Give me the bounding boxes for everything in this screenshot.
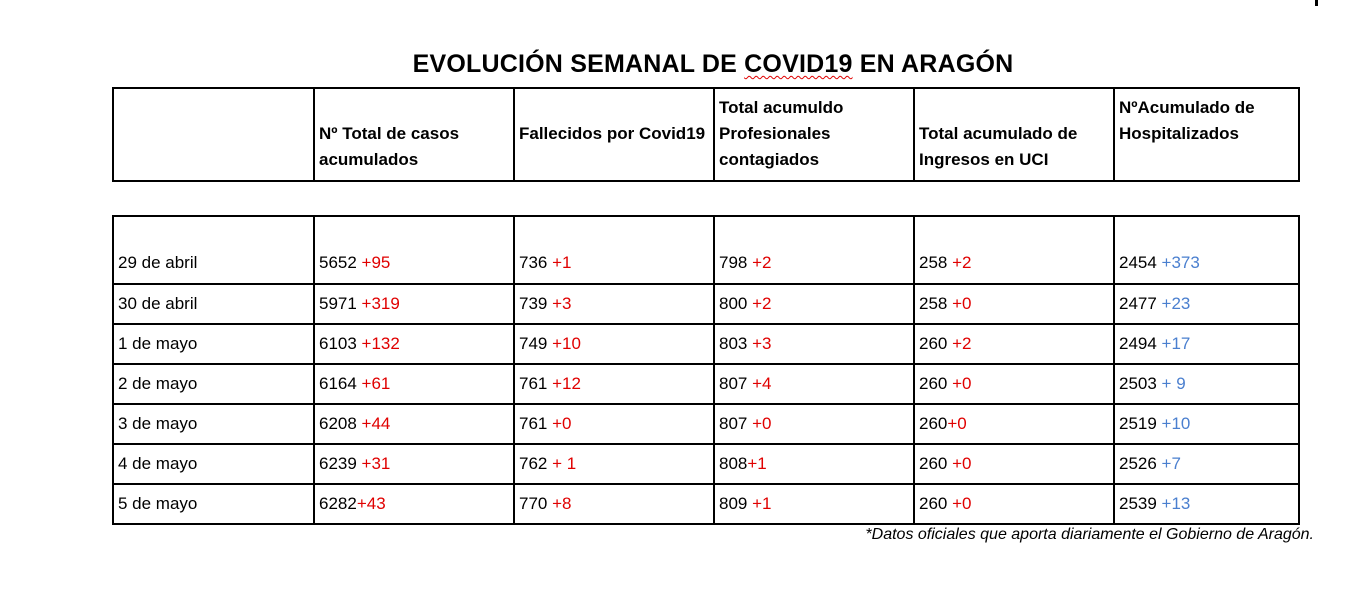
hospitalizados-delta: +13 (1161, 494, 1191, 513)
hospitalizados-delta: +23 (1161, 294, 1191, 313)
profesionales-delta: +3 (752, 334, 772, 353)
table-row (113, 444, 1299, 484)
uci-delta: +0 (947, 414, 967, 433)
fallecidos-value: 761 (519, 374, 553, 393)
profesionales-value: 800 (719, 294, 753, 313)
date-cell: 1 de mayo (113, 324, 314, 364)
footnote: *Datos oficiales que aporta diariamente el Gobierno de Aragón. (865, 526, 1314, 543)
uci-value: 260 (919, 374, 953, 393)
uci-cell (914, 444, 1114, 484)
profesionales-value: 803 (719, 334, 753, 353)
casos-cell (314, 404, 514, 444)
header-table (112, 87, 1300, 182)
hospitalizados-value: 2477 (1119, 294, 1162, 313)
title-part-1: EVOLUCIÓN SEMANAL DE (412, 50, 745, 78)
hospitalizados-value: 2494 (1119, 334, 1162, 353)
hospitalizados-delta: +7 (1161, 454, 1181, 473)
uci-value: 260 (919, 454, 953, 473)
header-cell-fallecidos (514, 88, 714, 181)
fallecidos-delta: +8 (552, 494, 572, 513)
header-cell-hospitalizados (1114, 88, 1299, 181)
casos-cell (314, 364, 514, 404)
casos-cell (314, 324, 514, 364)
uci-delta: +0 (952, 294, 972, 313)
casos-value: 6282 (319, 494, 357, 513)
casos-delta: +61 (361, 374, 391, 393)
uci-value: 260 (919, 334, 953, 353)
casos-cell (314, 444, 514, 484)
fallecidos-cell (514, 364, 714, 404)
uci-cell (914, 284, 1114, 324)
casos-delta: +44 (361, 414, 391, 433)
table-row (113, 404, 1299, 444)
fallecidos-value: 736 (519, 253, 553, 272)
uci-value: 258 (919, 253, 953, 272)
hospitalizados-delta: +17 (1161, 334, 1191, 353)
casos-delta: +31 (361, 454, 391, 473)
fallecidos-cell (514, 404, 714, 444)
uci-cell (914, 484, 1114, 524)
hospitalizados-cell (1114, 364, 1299, 404)
profesionales-delta: +0 (752, 414, 772, 433)
data-table (112, 215, 1300, 525)
hospitalizados-delta: +10 (1161, 414, 1191, 433)
hospitalizados-cell (1114, 216, 1299, 284)
profesionales-delta: +4 (752, 374, 772, 393)
page-title (0, 50, 1364, 79)
profesionales-cell (714, 216, 914, 284)
casos-delta: +95 (361, 253, 391, 272)
data-table-body (113, 216, 1299, 524)
casos-value: 5652 (319, 253, 362, 272)
profesionales-cell (714, 404, 914, 444)
fallecidos-cell (514, 444, 714, 484)
fallecidos-cell (514, 216, 714, 284)
header-label-fallecidos: Fallecidos por Covid19 (519, 124, 706, 143)
hospitalizados-cell (1114, 444, 1299, 484)
profesionales-cell (714, 324, 914, 364)
header-cell-uci (914, 88, 1114, 181)
profesionales-value: 807 (719, 374, 753, 393)
fallecidos-cell (514, 284, 714, 324)
hospitalizados-cell (1114, 284, 1299, 324)
date-cell: 2 de mayo (113, 364, 314, 404)
fallecidos-value: 761 (519, 414, 553, 433)
header-label-profesionales: Total acumuldo Profesionales contagiados (719, 98, 844, 169)
uci-cell (914, 364, 1114, 404)
casos-value: 6239 (319, 454, 362, 473)
casos-value: 5971 (319, 294, 362, 313)
casos-value: 6164 (319, 374, 362, 393)
table-row (113, 284, 1299, 324)
casos-value: 6208 (319, 414, 362, 433)
profesionales-delta: +2 (752, 294, 772, 313)
header-row (113, 88, 1299, 181)
casos-value: 6103 (319, 334, 362, 353)
header-cell-profesionales (714, 88, 914, 181)
fallecidos-delta: +0 (552, 414, 572, 433)
uci-delta: +0 (952, 454, 972, 473)
profesionales-delta: +1 (747, 454, 767, 473)
title-part-3: EN ARAGÓN (852, 50, 1014, 78)
casos-delta: +43 (356, 494, 386, 513)
profesionales-value: 798 (719, 253, 753, 272)
uci-delta: +0 (952, 374, 972, 393)
casos-cell (314, 484, 514, 524)
fallecidos-cell (514, 484, 714, 524)
profesionales-value: 807 (719, 414, 753, 433)
profesionales-cell (714, 364, 914, 404)
profesionales-cell (714, 444, 914, 484)
profesionales-cell (714, 484, 914, 524)
hospitalizados-delta: + 9 (1161, 374, 1186, 393)
hospitalizados-value: 2503 (1119, 374, 1162, 393)
table-row (113, 364, 1299, 404)
profesionales-cell (714, 284, 914, 324)
uci-value: 258 (919, 294, 953, 313)
uci-cell (914, 216, 1114, 284)
uci-delta: +2 (952, 334, 972, 353)
hospitalizados-value: 2454 (1119, 253, 1162, 272)
fallecidos-value: 770 (519, 494, 553, 513)
corner-mark (1315, 0, 1318, 6)
uci-delta: +2 (952, 253, 972, 272)
hospitalizados-cell (1114, 484, 1299, 524)
header-label-uci: Total acumulado de Ingresos en UCI (919, 124, 1078, 169)
casos-cell (314, 216, 514, 284)
date-cell: 29 de abril (113, 216, 314, 284)
casos-cell (314, 284, 514, 324)
fallecidos-delta: +12 (552, 374, 581, 393)
header-cell-blank (113, 88, 314, 181)
fallecidos-value: 739 (519, 294, 553, 313)
date-cell: 5 de mayo (113, 484, 314, 524)
uci-value: 260 (919, 494, 953, 513)
header-label-casos: Nº Total de casos acumulados (319, 124, 460, 169)
profesionales-delta: +2 (752, 253, 772, 272)
date-cell: 3 de mayo (113, 404, 314, 444)
header-label-hospitalizados: NºAcumulado de Hospitalizados (1119, 98, 1255, 143)
casos-delta: +319 (361, 294, 400, 313)
uci-delta: +0 (952, 494, 972, 513)
date-cell: 30 de abril (113, 284, 314, 324)
casos-delta: +132 (361, 334, 400, 353)
fallecidos-delta: +3 (552, 294, 572, 313)
fallecidos-value: 762 (519, 454, 553, 473)
hospitalizados-value: 2519 (1119, 414, 1162, 433)
fallecidos-delta: +1 (552, 253, 572, 272)
profesionales-value: 809 (719, 494, 753, 513)
date-cell: 4 de mayo (113, 444, 314, 484)
table-row (113, 324, 1299, 364)
uci-cell (914, 324, 1114, 364)
hospitalizados-value: 2539 (1119, 494, 1162, 513)
hospitalizados-delta: +373 (1161, 253, 1200, 272)
uci-value: 260 (919, 414, 948, 433)
profesionales-value: 808 (719, 454, 748, 473)
fallecidos-delta: +10 (552, 334, 581, 353)
hospitalizados-value: 2526 (1119, 454, 1162, 473)
fallecidos-value: 749 (519, 334, 553, 353)
uci-cell (914, 404, 1114, 444)
fallecidos-cell (514, 324, 714, 364)
hospitalizados-cell (1114, 324, 1299, 364)
title-part-2: COVID19 (744, 50, 853, 78)
fallecidos-delta: + 1 (552, 454, 577, 473)
hospitalizados-cell (1114, 404, 1299, 444)
table-row (113, 484, 1299, 524)
table-row (113, 216, 1299, 284)
profesionales-delta: +1 (752, 494, 772, 513)
header-cell-casos (314, 88, 514, 181)
